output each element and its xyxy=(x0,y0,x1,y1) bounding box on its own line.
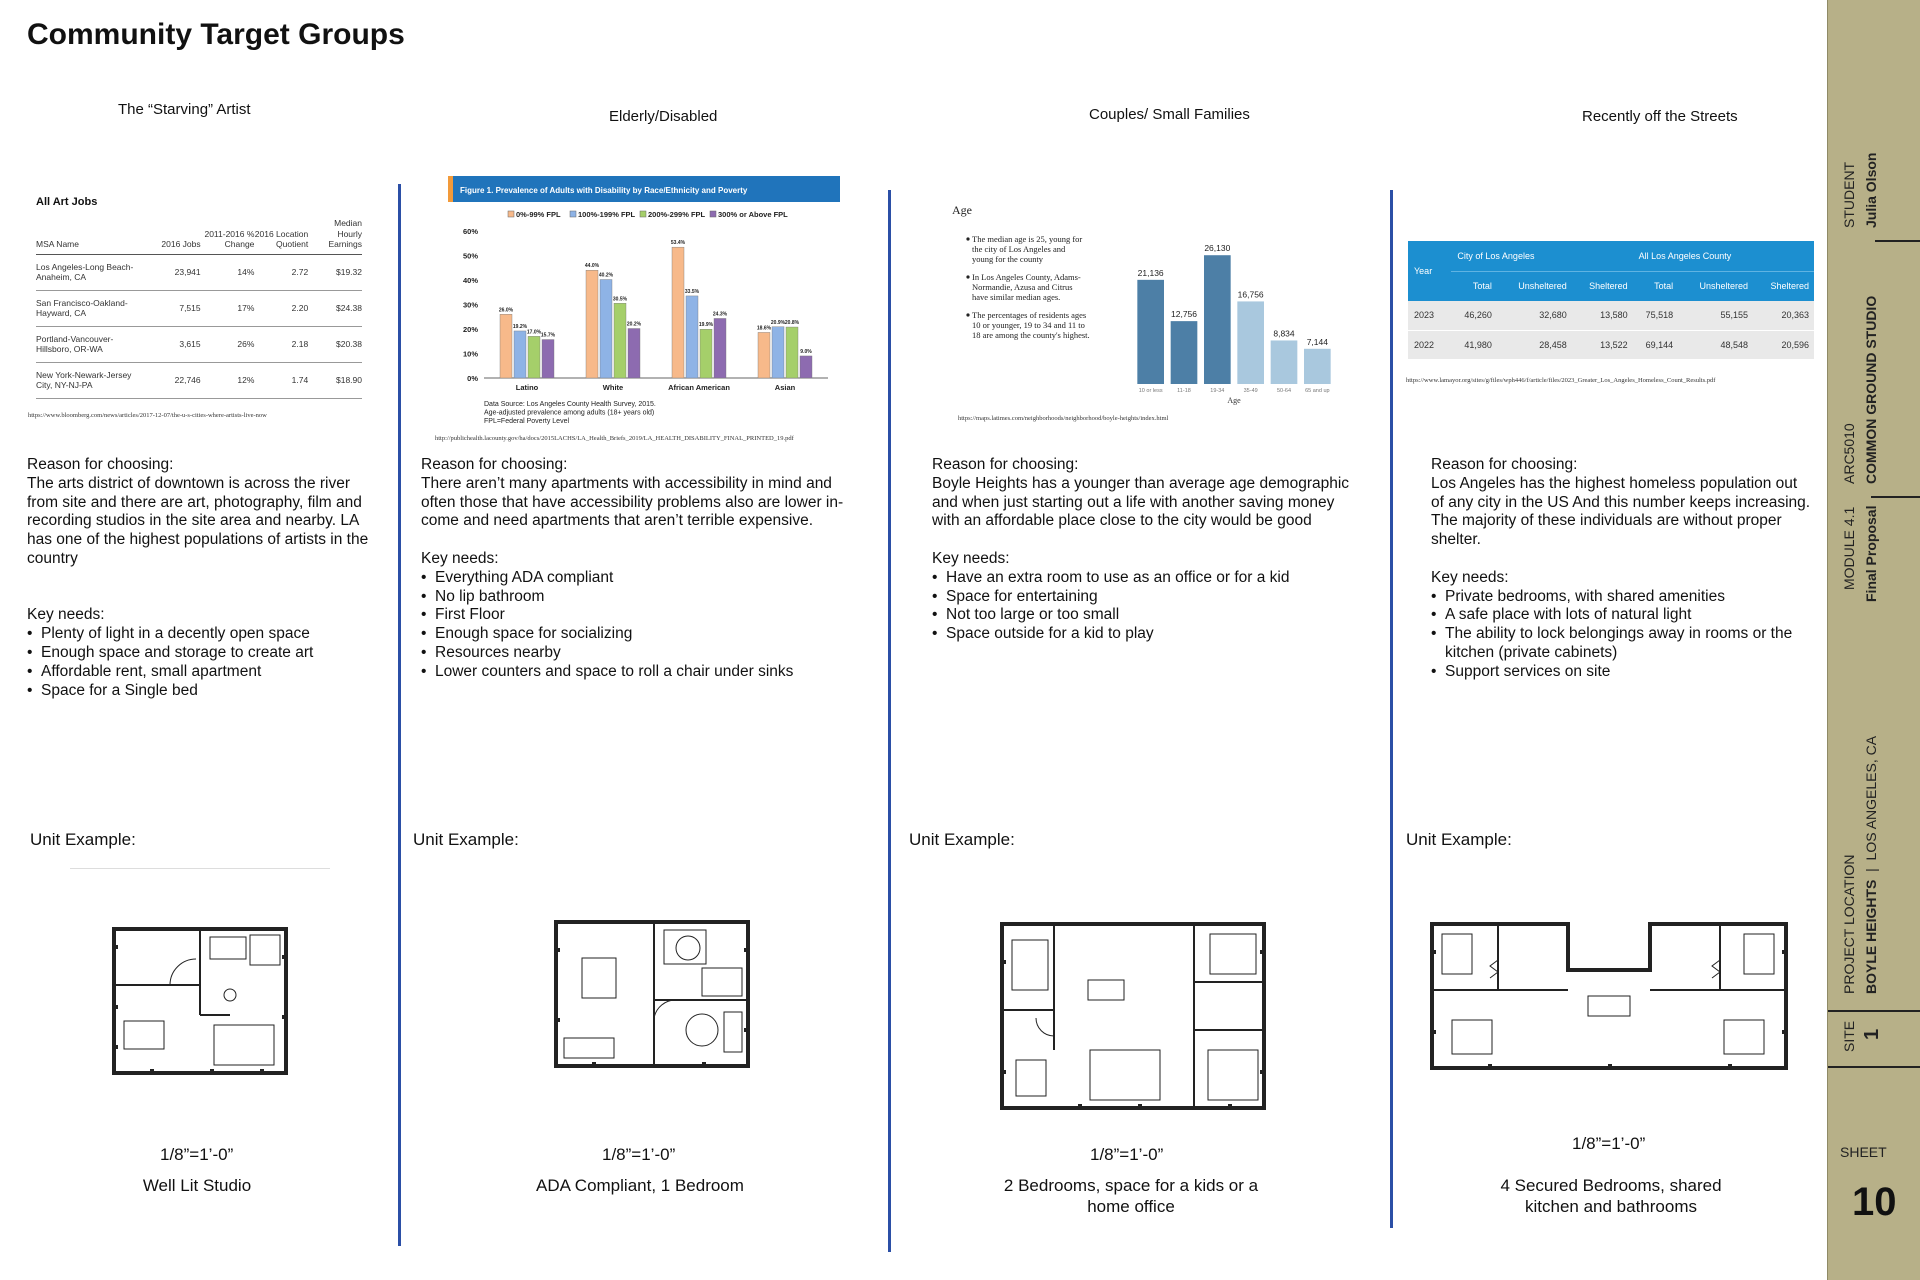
key-need-item: • Space for a Single bed xyxy=(27,682,369,701)
bar xyxy=(1271,340,1298,384)
x-tick-label: 19-34 xyxy=(1210,388,1225,394)
bar xyxy=(1204,255,1231,384)
bar-value-label: 30.5% xyxy=(612,296,628,303)
key-needs-heading: Key needs: xyxy=(421,549,499,567)
table-header: Total xyxy=(1451,271,1497,301)
legend-entry: 0%-99% FPL xyxy=(516,210,561,219)
table-cell: 12% xyxy=(201,362,255,398)
bar xyxy=(800,356,812,378)
artist-text xyxy=(27,456,369,700)
bar-value-label: 19.9% xyxy=(698,322,714,329)
column-title-elderly: Elderly/Disabled xyxy=(609,108,718,125)
unit-caption: Well Lit Studio xyxy=(142,1176,252,1195)
bar-value-label: 8,834 xyxy=(1273,328,1295,339)
site-number: 1 xyxy=(1861,1028,1883,1040)
divider-line xyxy=(70,868,330,869)
table-header: Median Hourly Earnings xyxy=(308,218,362,254)
table-cell: 2.18 xyxy=(254,326,308,362)
column-title-homeless: Recently off the Streets xyxy=(1582,108,1738,125)
module-name: Final Proposal xyxy=(1863,505,1879,602)
bar xyxy=(686,296,698,378)
reason-text: Reason for choosing: Boyle Heights has a younger than average age demographic and when just starting out a life with another saving money with an affordable place close to the city would be good xyxy=(932,456,1350,530)
table-cell: 75,518 xyxy=(1633,301,1679,330)
bar xyxy=(758,332,770,378)
student-label: STUDENT xyxy=(1841,161,1857,228)
bar-value-label: 16,756 xyxy=(1237,289,1264,300)
art-jobs-title: All Art Jobs xyxy=(36,196,98,208)
table-cell: 26% xyxy=(201,326,255,362)
table-header: Total xyxy=(1633,271,1679,301)
bar-value-label: 20.2% xyxy=(626,321,642,328)
x-tick-label: 65 and up xyxy=(1305,388,1330,394)
key-need-item: • Everything ADA compliant xyxy=(421,569,861,588)
table-cell: Portland-Vancouver-Hillsboro, OR-WA xyxy=(36,326,147,362)
floor-plan-studio xyxy=(110,925,290,1077)
table-cell: 28,458 xyxy=(1497,330,1572,359)
chart-title: Age xyxy=(952,203,972,217)
legend-entry: 300% or Above FPL xyxy=(718,210,788,219)
course-code: ARC5010 xyxy=(1841,423,1857,484)
table-cell: 17% xyxy=(201,290,255,326)
bar-value-label: 26.0% xyxy=(498,307,514,314)
age-chart xyxy=(948,200,1340,408)
chart-note: Data Source: Los Angeles County Health Survey, 2015. xyxy=(484,401,656,408)
table-row xyxy=(1408,301,1814,330)
homeless-text xyxy=(1431,456,1811,682)
y-tick-label: 50% xyxy=(462,251,478,261)
reason-text: Reason for choosing: Los Angeles has the highest homeless population out of any city in the US And this number keeps increasing. The majority of these individuals are without proper shelter. xyxy=(1431,456,1811,549)
y-tick-label: 40% xyxy=(462,276,478,285)
legend-swatch xyxy=(570,211,576,217)
table-header: Unsheltered xyxy=(1678,271,1753,301)
bar-value-label: 40.2% xyxy=(598,272,614,279)
key-need-item: • Support services on site xyxy=(1431,663,1811,682)
y-tick-label: 30% xyxy=(462,300,478,310)
bar xyxy=(542,340,554,378)
module-label: MODULE 4.1 xyxy=(1841,506,1857,590)
table-row xyxy=(36,254,362,290)
reason-text: Reason for choosing: The arts district of downtown is across the river from site and there are art, photography, film and recording studios in the site area and nearby. LA has one of the highest populations of artists in the country xyxy=(27,456,369,567)
table-header: 2011-2016 % Change xyxy=(201,218,255,254)
unit-example-label: Unit Example: xyxy=(909,830,1015,849)
y-tick-label: 0% xyxy=(467,374,478,383)
sheet-label: SHEET xyxy=(1840,1144,1887,1160)
key-need-item: • Enough space for socializing xyxy=(421,625,861,644)
bar xyxy=(672,247,684,378)
unit-caption: 4 Secured Bedrooms, shared kitchen and bathrooms xyxy=(1500,1176,1722,1216)
chart-title-accent xyxy=(448,176,453,202)
chart-bullet: In Los Angeles County, Adams-Normandie, Azusa and Citrus have similar median ages. xyxy=(972,272,1081,302)
table-row xyxy=(36,362,362,398)
table-cell: 23,941 xyxy=(147,254,201,290)
table-cell: 22,746 xyxy=(147,362,201,398)
county-group-header: All Los Angeles County xyxy=(1633,241,1814,271)
table-cell: 55,155 xyxy=(1678,301,1753,330)
student-name: Julia Olson xyxy=(1863,152,1879,228)
y-tick-label: 10% xyxy=(462,349,478,359)
legend-swatch xyxy=(508,211,514,217)
column-divider xyxy=(1390,190,1393,1228)
bar xyxy=(500,314,512,378)
scale-label: 1/8”=1’-0” xyxy=(1572,1134,1646,1153)
location-label: PROJECT LOCATION xyxy=(1841,854,1857,994)
table-cell: 48,548 xyxy=(1678,330,1753,359)
chart-title: Figure 1. Prevalence of Adults with Disability by Race/Ethnicity and Poverty xyxy=(460,186,748,195)
table-header: Unsheltered xyxy=(1497,271,1572,301)
art-jobs-table xyxy=(36,196,362,399)
bar-value-label: 7,144 xyxy=(1306,336,1328,347)
page-title: Community Target Groups xyxy=(27,18,405,51)
bar-value-label: 17.0% xyxy=(526,329,542,336)
site-label: SITE xyxy=(1841,1020,1857,1052)
key-needs-heading: Key needs: xyxy=(27,606,105,624)
key-needs-list xyxy=(27,625,369,700)
table-cell: 41,980 xyxy=(1451,330,1497,359)
scale-label: 1/8”=1’-0” xyxy=(602,1145,676,1164)
table-cell: $18.90 xyxy=(308,362,362,398)
bar xyxy=(628,329,640,378)
table-header: 2016 Location Quotient xyxy=(254,218,308,254)
table-cell: $20.38 xyxy=(308,326,362,362)
bar-value-label: 26,130 xyxy=(1204,243,1231,254)
table-cell: 32,680 xyxy=(1497,301,1572,330)
column-title-families: Couples/ Small Families xyxy=(1089,106,1250,123)
x-tick-label: White xyxy=(602,383,624,392)
table-row xyxy=(1408,330,1814,359)
title-block-rule xyxy=(1875,240,1920,242)
chart-note: Age-adjusted prevalence among adults (18+ years old) xyxy=(484,409,655,417)
key-need-item: • Lower counters and space to roll a chair under sinks xyxy=(421,663,861,682)
bar xyxy=(1171,321,1198,384)
bar xyxy=(714,318,726,378)
bar-value-label: 15.7% xyxy=(540,332,556,339)
title-block-rule xyxy=(1871,496,1920,498)
year-header: Year xyxy=(1408,241,1451,301)
x-tick-label: 50-64 xyxy=(1276,388,1292,394)
key-need-item: • First Floor xyxy=(421,606,861,625)
table-cell: 69,144 xyxy=(1633,330,1679,359)
bar-value-label: 12,756 xyxy=(1171,309,1197,320)
bar xyxy=(614,303,626,378)
floor-plan-two-bedroom xyxy=(998,920,1268,1112)
key-need-item: • Space outside for a kid to play xyxy=(932,625,1362,644)
legend-entry: 100%-199% FPL xyxy=(578,210,636,219)
bar-value-label: 33.5% xyxy=(684,288,700,295)
key-need-item: • Not too large or too small xyxy=(932,606,1362,625)
table-cell: $24.38 xyxy=(308,290,362,326)
table-header: 2016 Jobs xyxy=(147,218,201,254)
column-title-artist: The “Starving” Artist xyxy=(118,101,251,118)
table-cell: 2.20 xyxy=(254,290,308,326)
x-tick-label: Latino xyxy=(515,383,539,392)
table-cell: 3,615 xyxy=(147,326,201,362)
bar xyxy=(700,329,712,378)
sheet-number: 10 xyxy=(1852,1180,1897,1224)
bar xyxy=(1137,280,1164,384)
unit-example-label: Unit Example: xyxy=(413,830,519,849)
table-cell: San Francisco-Oakland-Hayward, CA xyxy=(36,290,147,326)
key-need-item: • Plenty of light in a decently open space xyxy=(27,625,369,644)
key-need-item: • The ability to lock belongings away in rooms or the kitchen (private cabinets) xyxy=(1431,625,1811,663)
table-header: Sheltered xyxy=(1753,271,1814,301)
location-name: BOYLE HEIGHTS | LOS ANGELES, CA xyxy=(1863,735,1879,994)
legend-entry: 200%-299% FPL xyxy=(648,210,706,219)
families-text xyxy=(932,456,1362,644)
table-cell: 2.72 xyxy=(254,254,308,290)
key-need-item: • A safe place with lots of natural light xyxy=(1431,606,1811,625)
x-tick-label: 10 or less xyxy=(1138,388,1163,394)
bar xyxy=(1304,349,1331,384)
bar-value-label: 24.3% xyxy=(712,311,728,318)
table-cell: Los Angeles-Long Beach-Anaheim, CA xyxy=(36,254,147,290)
source-url-elderly: http://publichealth.lacounty.gov/ha/docs/2015LACHS/LA_Health_Briefs_2019/LA_HEALTH_DISABILITY_FINAL_PRINTED_19.pdf xyxy=(435,435,794,442)
key-needs-list xyxy=(1431,588,1811,682)
unit-example-label: Unit Example: xyxy=(1406,830,1512,849)
key-need-item: • Resources nearby xyxy=(421,644,861,663)
table-cell: 2022 xyxy=(1408,330,1451,359)
chart-note: FPL=Federal Poverty Level xyxy=(484,418,570,425)
floor-plan-shared-bedrooms xyxy=(1428,920,1790,1072)
table-row xyxy=(36,290,362,326)
bar-value-label: 19.2% xyxy=(512,323,528,330)
key-needs-heading: Key needs: xyxy=(1431,568,1509,586)
title-block-rule xyxy=(1828,1066,1920,1068)
bar-value-label: 18.6% xyxy=(756,325,772,332)
key-needs-list xyxy=(932,569,1362,644)
key-need-item: • No lip bathroom xyxy=(421,588,861,607)
bar xyxy=(514,331,526,378)
scale-label: 1/8”=1’-0” xyxy=(160,1145,234,1164)
bar xyxy=(772,327,784,378)
city-group-header: City of Los Angeles xyxy=(1451,241,1632,271)
legend-swatch xyxy=(640,211,646,217)
bar xyxy=(1237,301,1264,384)
source-url-homeless: https://www.lamayor.org/sites/g/files/wph446/f/article/files/2023_Greater_Los_Angeles_Homeless_Count_Results.pdf xyxy=(1406,377,1716,384)
key-need-item: • Private bedrooms, with shared amenities xyxy=(1431,588,1811,607)
key-need-item: • Affordable rent, small apartment xyxy=(27,663,369,682)
bar-value-label: 20.8% xyxy=(784,320,800,327)
reason-text: Reason for choosing: There aren’t many apartments with accessibility in mind and often those that have accessibility problems also are lower in-come and need apartments that aren’t terrible expensive. xyxy=(421,456,844,530)
disability-chart xyxy=(448,176,840,438)
chart-bullet: The percentages of residents ages 10 or younger, 19 to 34 and 11 to 18 are among the county's highest. xyxy=(972,310,1090,340)
key-needs-heading: Key needs: xyxy=(932,549,1010,567)
bar-value-label: 21,136 xyxy=(1137,267,1164,278)
table-cell: 1.74 xyxy=(254,362,308,398)
course-name: COMMON GROUND STUDIO xyxy=(1863,295,1879,484)
x-tick-label: African American xyxy=(668,383,730,392)
scale-label: 1/8”=1’-0” xyxy=(1090,1145,1164,1164)
table-row xyxy=(36,326,362,362)
key-needs-list xyxy=(421,569,861,682)
table-cell: $19.32 xyxy=(308,254,362,290)
table-cell: 13,522 xyxy=(1572,330,1633,359)
y-tick-label: 60% xyxy=(462,227,478,236)
bar xyxy=(600,280,612,378)
bar xyxy=(786,327,798,378)
bullet-dot xyxy=(966,237,969,240)
bar-value-label: 9.0% xyxy=(800,348,812,355)
unit-caption: 2 Bedrooms, space for a kids or a home office xyxy=(1003,1176,1259,1216)
bullet-dot xyxy=(966,275,969,278)
bar-value-label: 53.4% xyxy=(670,240,686,247)
x-axis-label: Age xyxy=(1227,396,1241,405)
key-need-item: • Space for entertaining xyxy=(932,588,1362,607)
title-block-rule xyxy=(1828,1010,1920,1012)
unit-caption: ADA Compliant, 1 Bedroom xyxy=(536,1176,744,1195)
bar xyxy=(528,336,540,378)
table-header: MSA Name xyxy=(36,218,147,254)
y-tick-label: 20% xyxy=(462,325,478,334)
table-cell: 2023 xyxy=(1408,301,1451,330)
table-cell: 20,363 xyxy=(1753,301,1814,330)
bar-value-label: 20.9% xyxy=(770,319,786,326)
table-cell: 20,596 xyxy=(1753,330,1814,359)
x-tick-label: Asian xyxy=(774,383,796,392)
table-cell: 14% xyxy=(201,254,255,290)
key-need-item: • Have an extra room to use as an office or for a kid xyxy=(932,569,1362,588)
column-divider xyxy=(888,190,891,1252)
homeless-count-table xyxy=(1408,241,1814,360)
bar-value-label: 44.0% xyxy=(584,263,600,270)
key-need-item: • Enough space and storage to create art xyxy=(27,644,369,663)
table-cell: 7,515 xyxy=(147,290,201,326)
legend-swatch xyxy=(710,211,716,217)
table-header: Sheltered xyxy=(1572,271,1633,301)
floor-plan-ada xyxy=(552,918,752,1070)
title-block xyxy=(1827,0,1920,1280)
table-cell: 13,580 xyxy=(1572,301,1633,330)
x-tick-label: 11-18 xyxy=(1177,388,1191,394)
x-tick-label: 35-49 xyxy=(1243,388,1258,394)
bullet-dot xyxy=(966,313,969,316)
source-url-artist: https://www.bloomberg.com/news/articles/2017-12-07/the-u-s-cities-where-artists-live-now xyxy=(28,412,267,419)
source-url-families: https://maps.latimes.com/neighborhoods/neighborhood/boyle-heights/index.html xyxy=(958,415,1169,422)
chart-bullet: The median age is 25, young for the city of Los Angeles and young for the county xyxy=(972,234,1083,264)
unit-example-label: Unit Example: xyxy=(30,830,136,849)
elderly-text xyxy=(421,456,861,682)
column-divider xyxy=(398,184,401,1246)
table-cell: New York-Newark-Jersey City, NY-NJ-PA xyxy=(36,362,147,398)
bar xyxy=(586,270,598,378)
table-cell: 46,260 xyxy=(1451,301,1497,330)
